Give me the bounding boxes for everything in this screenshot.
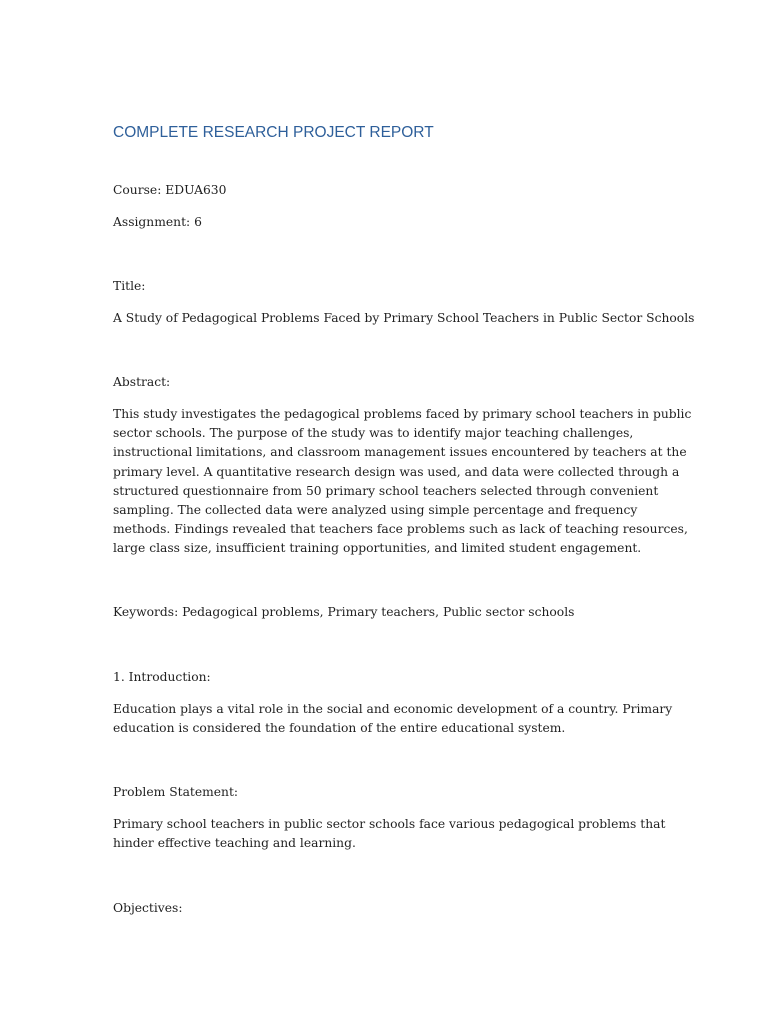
- abstract-line: structured questionnaire from 50 primary school teachers selected through convenient: [113, 483, 659, 498]
- introduction-line: Education plays a vital role in the social and economic development of a country. Primary: [113, 702, 673, 716]
- abstract-line: primary level. A quantitative research design was used, and data were collected through a: [113, 464, 680, 479]
- title-label: Title:: [113, 279, 146, 293]
- abstract-line: large class size, insufficient training opportunities, and limited student engagement.: [113, 541, 642, 556]
- abstract-line: methods. Findings revealed that teachers face problems such as lack of teaching resources,: [113, 522, 688, 537]
- keywords-line: Keywords: Pedagogical problems, Primary teachers, Public sector schools: [113, 605, 575, 619]
- study-title: A Study of Pedagogical Problems Faced by Primary School Teachers in Public Sector Schools: [113, 311, 695, 325]
- objectives-label: Objectives:: [113, 901, 183, 915]
- course-line: Course: EDUA630: [113, 183, 227, 197]
- abstract-line: instructional limitations, and classroom management issues encountered by teachers at the: [113, 445, 687, 460]
- abstract-line: sector schools. The purpose of the study was to identify major teaching challenges,: [113, 426, 634, 441]
- report-heading: COMPLETE RESEARCH PROJECT REPORT: [113, 124, 434, 141]
- introduction-line: education is considered the foundation of the entire educational system.: [113, 721, 566, 736]
- problem-statement-paragraph: [113, 815, 666, 853]
- introduction-paragraph: [113, 700, 673, 738]
- problem-statement-line: hinder effective teaching and learning.: [113, 836, 356, 851]
- abstract-line: This study investigates the pedagogical problems faced by primary school teachers in public: [113, 407, 692, 421]
- abstract-line: sampling. The collected data were analyzed using simple percentage and frequency: [113, 503, 638, 518]
- abstract-paragraph: [113, 405, 692, 559]
- problem-statement-line: Primary school teachers in public sector schools face various pedagogical problems that: [113, 817, 666, 831]
- abstract-label: Abstract:: [113, 375, 171, 389]
- introduction-label: 1. Introduction:: [113, 670, 211, 684]
- problem-statement-label: Problem Statement:: [113, 785, 239, 799]
- assignment-line: Assignment: 6: [113, 215, 202, 229]
